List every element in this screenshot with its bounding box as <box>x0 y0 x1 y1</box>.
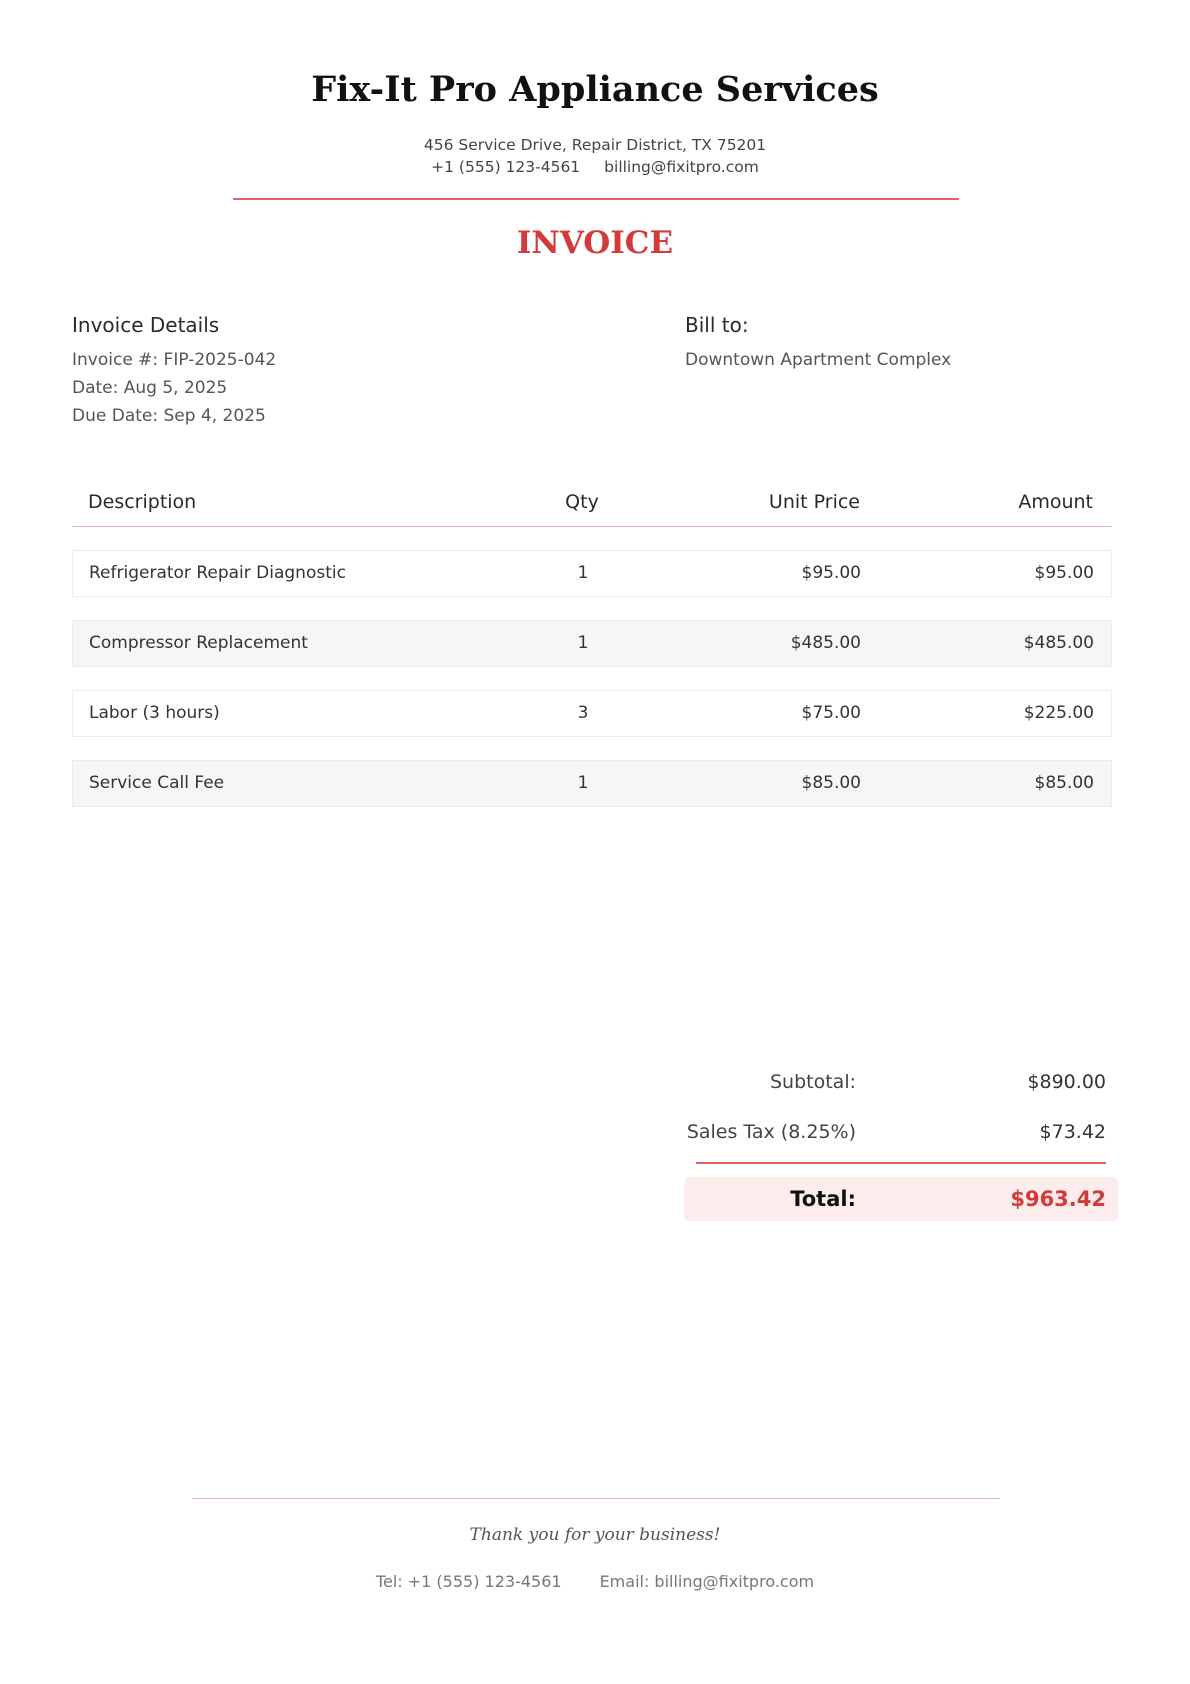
header-divider <box>233 198 959 200</box>
tax-value: $73.42 <box>1039 1121 1106 1143</box>
line-items-table <box>72 484 1112 793</box>
company-phone: +1 (555) 123-4561 <box>431 158 581 176</box>
row-description: Compressor Replacement <box>89 633 308 653</box>
invoice-details-section <box>72 310 632 430</box>
row-qty: 1 <box>577 633 589 653</box>
footer-contact <box>0 1570 1190 1594</box>
grand-total-row <box>684 1177 1118 1221</box>
bill-to-name: Downtown Apartment Complex <box>685 350 952 370</box>
invoice-details-heading: Invoice Details <box>72 313 220 337</box>
thank-you-note: Thank you for your business! <box>469 1525 721 1545</box>
table-row <box>72 760 1112 807</box>
tax-label: Sales Tax (8.25%) <box>686 1121 856 1143</box>
company-contact <box>0 156 1190 178</box>
row-unit-price: $85.00 <box>801 773 861 793</box>
row-description: Refrigerator Repair Diagnostic <box>89 563 346 583</box>
footer-tel: Tel: +1 (555) 123-4561 <box>375 1572 562 1591</box>
invoice-date: Date: Aug 5, 2025 <box>72 378 228 398</box>
footer-divider <box>192 1498 1000 1499</box>
row-qty: 1 <box>577 563 589 583</box>
bill-to-section <box>685 310 1125 374</box>
header-description: Description <box>88 491 197 513</box>
invoice-title: INVOICE <box>516 225 674 261</box>
bill-to-heading: Bill to: <box>685 313 749 337</box>
total-label: Total: <box>790 1187 856 1211</box>
invoice-due-date: Due Date: Sep 4, 2025 <box>72 406 266 426</box>
table-row <box>72 550 1112 597</box>
totals-divider <box>696 1162 1106 1164</box>
table-header-row <box>72 484 1112 527</box>
row-amount: $95.00 <box>1034 563 1094 583</box>
header-qty: Qty <box>565 491 599 513</box>
company-name: Fix-It Pro Appliance Services <box>311 69 879 110</box>
row-unit-price: $485.00 <box>790 633 861 653</box>
subtotal-label: Subtotal: <box>769 1071 856 1093</box>
header-unit-price: Unit Price <box>768 491 860 513</box>
footer-email: Email: billing@fixitpro.com <box>599 1572 815 1591</box>
row-amount: $485.00 <box>1023 633 1094 653</box>
subtotal-row <box>684 1064 1118 1114</box>
row-amount: $85.00 <box>1034 773 1094 793</box>
row-description: Labor (3 hours) <box>89 703 220 723</box>
subtotal-value: $890.00 <box>1027 1071 1106 1093</box>
invoice-header <box>0 66 1190 178</box>
company-address: 456 Service Drive, Repair District, TX 75201 <box>423 136 767 154</box>
row-unit-price: $75.00 <box>801 703 861 723</box>
total-value: $963.42 <box>1010 1187 1106 1211</box>
header-amount: Amount <box>1018 491 1093 513</box>
table-row <box>72 620 1112 667</box>
row-qty: 1 <box>577 773 589 793</box>
row-qty: 3 <box>577 703 589 723</box>
invoice-number: Invoice #: FIP-2025-042 <box>72 350 277 370</box>
company-email: billing@fixitpro.com <box>604 158 759 176</box>
row-description: Service Call Fee <box>89 773 225 793</box>
tax-row <box>684 1114 1118 1164</box>
totals-section <box>684 1064 1118 1164</box>
row-unit-price: $95.00 <box>801 563 861 583</box>
table-row <box>72 690 1112 737</box>
row-amount: $225.00 <box>1023 703 1094 723</box>
